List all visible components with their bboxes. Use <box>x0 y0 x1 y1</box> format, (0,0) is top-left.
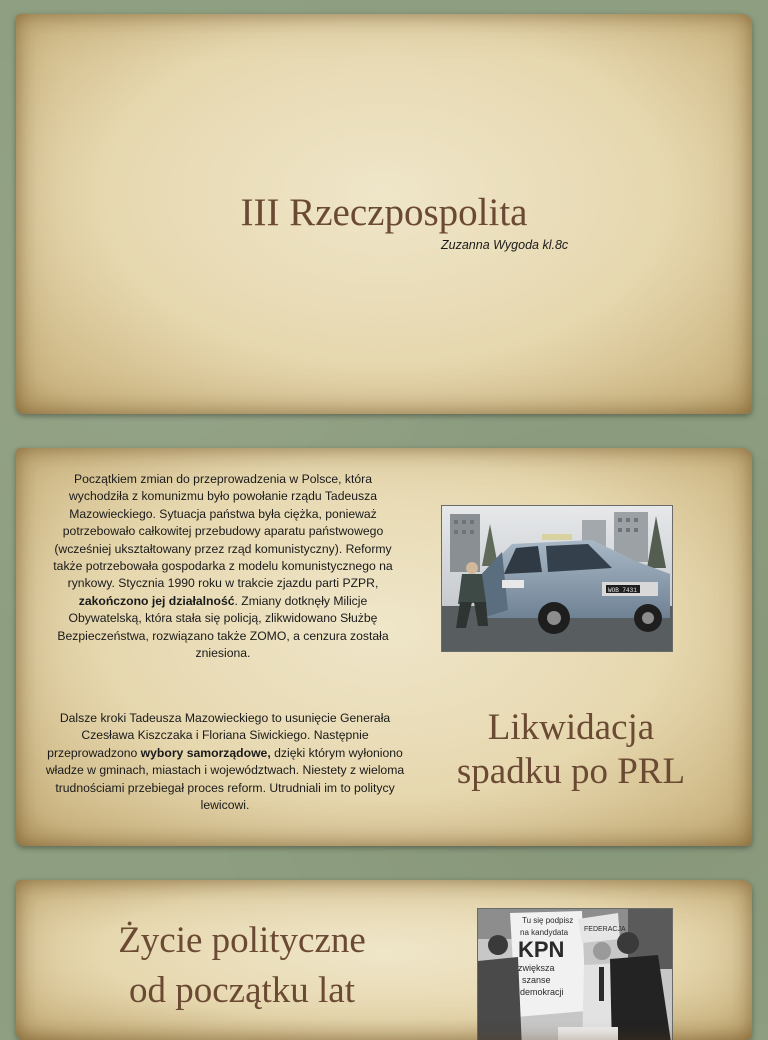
mazowiecki-paragraph-bold: wybory samorządowe, <box>140 745 271 760</box>
author-line: Zuzanna Wygoda kl.8c <box>441 238 569 252</box>
slide-heading-line-2: od początku lat <box>128 970 356 1011</box>
reform-paragraph-text-1: Początkiem zmian do przeprowadzenia w Polsce, która wychodziła z komunizmu było powołanie rządu Tadeusza Mazowieckiego. Sytuacja państwa była ciężka, ponieważ potrzebowało całkowitej przebudowy aparatu państwowego (wcześniej ukształtowany przez rząd komunistyczny). Reformy także potrzebowała gospodarka z modelu komunistycznego na rynkowy. Stycznia 1990 roku w trakcie zjazdu parti PZPR, <box>53 472 393 591</box>
sign-line-4: zwiększa <box>518 963 555 973</box>
slide-heading-line-1: Życie polityczne <box>118 920 366 961</box>
mazowiecki-paragraph-text-1: Dalsze kroki Tadeusza Mazowieckiego to usunięcie Generała Czesława Kiszczaka i Floriana Siwickiego. Następnie przeprowadzono <box>47 711 391 760</box>
sign-line-6: demokracji <box>520 987 564 997</box>
kpn-signature-photo <box>477 908 673 1040</box>
mazowiecki-paragraph <box>42 710 408 814</box>
reform-paragraph <box>44 471 402 662</box>
presentation-title: III Rzeczpospolita <box>240 191 528 234</box>
slide-heading <box>436 706 706 794</box>
reform-paragraph-text-2: . Zmiany dotknęły Milicje Obywatelską, która stała się policją, zlikwidowano Służbę Bezpieczeństwa, rozwiązano także ZOMO, a cenzura została zniesiona. <box>57 593 389 661</box>
prl-legacy-slide <box>16 448 752 846</box>
sign-line-1: Tu się podpisz <box>522 916 574 925</box>
sign-line-3: KPN <box>518 937 565 962</box>
police-car-photo <box>441 505 673 652</box>
title-slide <box>16 14 752 414</box>
sign-line-5: szanse <box>522 975 551 985</box>
sign-line-2: na kandydata <box>520 928 569 937</box>
slide-heading-line-2: spadku po PRL <box>456 751 686 792</box>
slide-heading <box>42 916 442 1016</box>
license-plate-text: WOB 7431 <box>608 587 637 594</box>
reform-paragraph-bold: zakończono jej działalność <box>78 593 235 608</box>
federation-banner-text: FEDERACJA <box>584 926 626 933</box>
mazowiecki-paragraph-text-2: dzięki którym wyłoniono władze w gminach, miastach i województwach. Niestety z wieloma trudnościami przebiegał proces reform. Utrudniali im to politycy lewicowi. <box>45 745 405 813</box>
political-life-slide <box>16 880 752 1040</box>
slide-heading-line-1: Likwidacja <box>487 707 655 748</box>
